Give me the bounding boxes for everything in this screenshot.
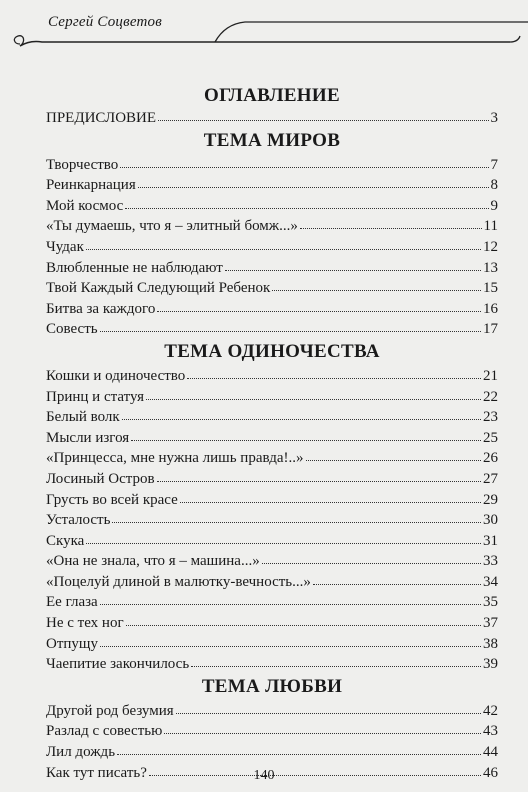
dot-leader [86,249,481,250]
toc-entry-label: «Ты думаешь, что я – элитный бомж...» [46,218,298,235]
toc-entry-label: Грусть во всей красе [46,491,178,508]
toc-entry[interactable] [46,155,498,176]
toc-entry-page: 12 [483,238,498,255]
section-heading: ТЕМА ЛЮБВИ [201,675,343,697]
dot-leader [187,378,481,379]
dot-leader [164,733,481,734]
toc-entry-page: 34 [483,573,498,590]
toc-entry[interactable] [46,216,498,237]
toc-entry-page: 27 [483,470,498,487]
toc-sections [46,129,498,784]
toc-entry-label: Мысли изгоя [46,429,130,446]
toc-entry-preface[interactable] [46,108,498,129]
toc-entry[interactable] [46,654,498,675]
toc-entry[interactable] [46,407,498,428]
toc-entry[interactable] [46,510,498,531]
toc-entry-label: Как тут писать? [46,764,147,781]
dot-leader [100,646,481,647]
toc-entry-page: 11 [483,218,498,235]
toc-entry-page: 37 [483,615,498,632]
toc-entry[interactable] [46,701,498,722]
dot-leader [176,713,481,714]
toc-entry-page: 35 [483,594,498,611]
dot-leader [100,604,481,605]
toc-entry-page: 13 [483,259,498,276]
running-header-author: Сергей Соцветов [48,14,162,30]
toc-entry-page: 23 [483,409,498,426]
toc-entry[interactable] [46,196,498,217]
dot-leader [225,270,481,271]
toc-entry-page: 22 [483,388,498,405]
toc-entry-label: «Она не знала, что я – машина...» [46,553,260,570]
toc-entry[interactable] [46,721,498,742]
toc-entry-label: Не с тех ног [46,615,124,632]
toc-entry-page: 8 [490,177,498,194]
toc-entry-page: 16 [483,300,498,317]
toc-entry[interactable] [46,634,498,655]
dot-leader [146,399,481,400]
toc-entry-label: Ее глаза [46,594,98,611]
toc-entry-label: Чудак [46,238,84,255]
section-heading: ТЕМА ОДИНОЧЕСТВА [164,340,380,362]
toc-entry[interactable] [46,572,498,593]
dot-leader [138,187,489,188]
toc-entry-page: 25 [483,429,498,446]
dot-leader [125,208,488,209]
toc-entry-label: Белый волк [46,409,120,426]
toc-entry-label: Творчество [46,156,119,173]
dot-leader [180,502,481,503]
toc-entry[interactable] [46,531,498,552]
dot-leader [262,563,481,564]
toc-entry-label: «Принцесса, мне нужна лишь правда!..» [46,450,304,467]
toc-entry-page: 3 [490,110,498,126]
section-heading: ТЕМА МИРОВ [203,129,341,151]
dot-leader [126,625,481,626]
toc-entry-label: Скука [46,532,85,549]
toc-entry-page: 9 [490,197,498,214]
toc-entry-label: Совесть [46,321,98,338]
toc-entry-label: «Поцелуй длиной в малютку-вечность...» [46,573,311,590]
toc-entry-page: 43 [483,723,498,740]
dot-leader [117,754,481,755]
toc-entry-page: 42 [483,702,498,719]
toc-entry[interactable] [46,366,498,387]
dot-leader [157,311,481,312]
toc-entry[interactable] [46,613,498,634]
toc-entry-label: Влюбленные не наблюдают [46,259,223,276]
toc-entry-label: Разлад с совестью [46,723,163,740]
toc-entry-label: Отпущу [46,635,98,652]
toc-entry-page: 46 [483,764,498,781]
toc-entry-label: Кошки и одиночество [46,367,186,384]
dot-leader [272,290,481,291]
toc-entry-label: Битва за каждого [46,300,156,317]
toc-entry-label: Твой Каждый Следующий Ребенок [46,280,271,297]
toc-entry[interactable] [46,490,498,511]
toc-entry[interactable] [46,428,498,449]
toc-entry-page: 33 [483,553,498,570]
toc-entry-page: 26 [483,450,498,467]
toc-entry-page: 21 [483,367,498,384]
toc-entry[interactable] [46,592,498,613]
toc-entry[interactable] [46,387,498,408]
toc-entry-page: 30 [483,512,498,529]
toc-entry[interactable] [46,742,498,763]
dot-leader [120,167,488,168]
toc-entry-label: Другой род безумия [46,702,174,719]
toc-title: ОГЛАВЛЕНИЕ [204,85,340,106]
toc-entry-label: Лосиный Остров [46,470,155,487]
dot-leader [112,522,481,523]
dot-leader [300,228,482,229]
dot-leader [158,120,488,121]
toc-entry-page: 44 [483,744,498,761]
dot-leader [306,460,482,461]
toc-entry-page: 29 [483,491,498,508]
toc-entry-label: ПРЕДИСЛОВИЕ [46,110,157,126]
toc-entry-label: Чаепитие закончилось [46,656,190,673]
toc-entry[interactable] [46,469,498,490]
toc-entry[interactable] [46,175,498,196]
dot-leader [313,584,481,585]
table-of-contents [46,84,498,783]
toc-entry[interactable] [46,258,498,279]
dot-leader [86,543,481,544]
toc-entry[interactable] [46,278,498,299]
toc-entry-label: Усталость [46,512,111,529]
toc-entry-page: 31 [483,532,498,549]
toc-entry-page: 7 [490,156,498,173]
page-number: 140 [253,768,275,783]
toc-entry[interactable] [46,237,498,258]
toc-entry-label: Мой космос [46,197,124,214]
toc-entry[interactable] [46,448,498,469]
dot-leader [131,440,481,441]
dot-leader [157,481,481,482]
toc-entry[interactable] [46,551,498,572]
toc-entry-label: Принц и статуя [46,388,144,405]
toc-entry[interactable] [46,319,498,340]
toc-entry-label: Лил дождь [46,744,116,761]
dot-leader [122,419,481,420]
toc-entry-page: 38 [483,635,498,652]
toc-entry-label: Реинкарнация [46,177,136,194]
toc-entry-page: 15 [483,280,498,297]
dot-leader [191,666,481,667]
toc-entry-page: 17 [483,321,498,338]
toc-entry[interactable] [46,299,498,320]
dot-leader [100,331,481,332]
toc-entry-page: 39 [483,656,498,673]
